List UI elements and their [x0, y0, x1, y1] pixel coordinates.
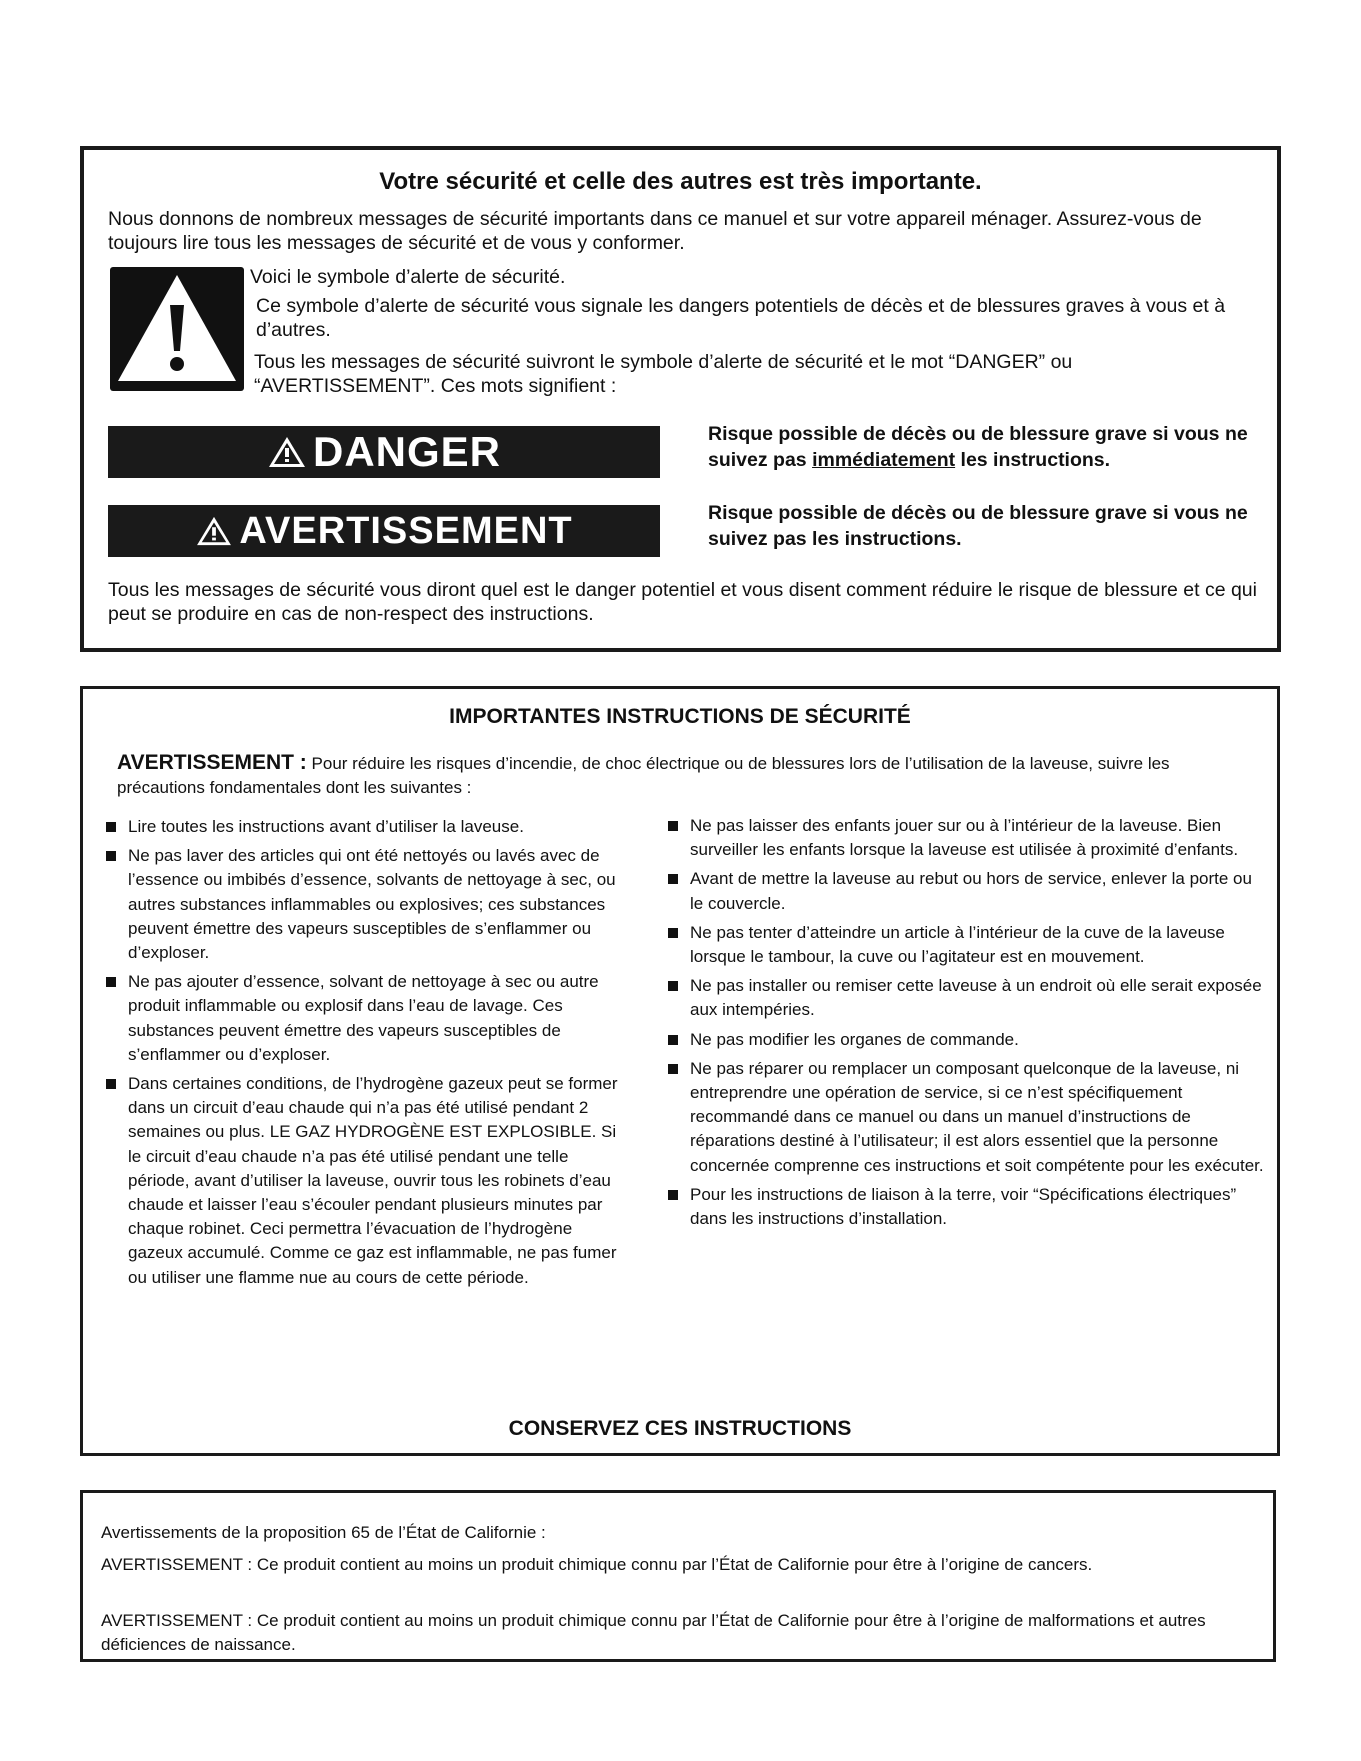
bullet-square-icon [668, 928, 678, 938]
danger-label: DANGER [312, 428, 501, 475]
instructions-list-left [105, 815, 625, 1295]
symbol-description-2: Ce symbole d’alerte de sécurité vous signale les dangers potentiels de décès et de blessures graves à vous et à d’autres. [256, 295, 1226, 341]
list-item [667, 974, 1267, 1022]
list-item-text: Ne pas laver des articles qui ont été nettoyés ou lavés avec de l’essence ou imbibés d’essence, solvants de nettoyage à sec, ou autres substances inflammables ou explosives; ces substances peuvent émettre des vapeurs susceptibles de s’enflammer ou d’exploser. [128, 846, 616, 963]
safety-intro: Nous donnons de nombreux messages de sécurité importants dans ce manuel et sur votre appareil ménager. Assurez-vous de toujours lire tous les messages de sécurité et de vous y conformer. [108, 208, 1202, 254]
bullet-square-icon [668, 1064, 678, 1074]
list-item-text: Pour les instructions de liaison à la terre, voir “Spécifications électriques” dans les instructions d’installation. [690, 1184, 1237, 1229]
prop65-box [80, 1490, 1276, 1662]
list-item [105, 1072, 625, 1290]
bullet-square-icon [106, 851, 116, 861]
list-item [667, 867, 1267, 915]
safety-footer: Tous les messages de sécurité vous diront quel est le danger potentiel et vous disent comment réduire le risque de blessure et ce qui peut se produire en cas de non-respect des instructions. [108, 579, 1257, 625]
bullet-square-icon [668, 1190, 678, 1200]
list-item [667, 814, 1267, 862]
list-item-text: Ne pas tenter d’atteindre un article à l’intérieur de la cuve de la laveuse lorsque le tambour, la cuve ou l’agitateur est en mouvement. [690, 922, 1225, 967]
safety-title: Votre sécurité et celle des autres est très importante. [379, 168, 982, 195]
list-item [667, 1028, 1267, 1052]
danger-banner [108, 426, 660, 478]
bullet-square-icon [106, 822, 116, 832]
bullet-square-icon [668, 874, 678, 884]
bullet-square-icon [106, 1079, 116, 1089]
list-item-text: Dans certaines conditions, de l’hydrogène gazeux peut se former dans un circuit d’eau chaude qui n’a pas été utilisé pendant 2 semaines ou plus. LE GAZ HYDROGÈNE EST EXPLOSIBLE. Si le circuit d’eau chaude n’a pas été utilisé pendant une telle période, avant d’utiliser la laveuse, ouvrir tous les robinets d’eau chaude et laisser l’eau s’écouler pendant plusieurs minutes par chaque robinet. Ceci permettra l’évacuation de l’hydrogène gazeux accumulé. Comme ce gaz est inflammable, ne pas fumer ou utiliser une flamme nue au cours de cette période. [128, 1074, 618, 1287]
list-item-text: Ne pas laisser des enfants jouer sur ou à l’intérieur de la laveuse. Bien surveiller les enfants lorsque la laveuse est utilisée à proximité d’enfants. [690, 816, 1239, 860]
list-item [667, 1057, 1267, 1178]
danger-definition [708, 421, 1268, 473]
list-item [667, 921, 1267, 969]
instructions-list-right [667, 814, 1267, 1236]
safety-info-box [80, 146, 1281, 652]
danger-def-emphasis: immédiatement [812, 449, 956, 471]
list-item [105, 815, 625, 839]
list-item [105, 970, 625, 1067]
instructions-box [80, 686, 1280, 1456]
list-item-text: Avant de mettre la laveuse au rebut ou hors de service, enlever la porte ou le couvercle. [690, 869, 1252, 913]
list-item-text: Ne pas modifier les organes de commande. [690, 1029, 1019, 1049]
symbol-description-3: Tous les messages de sécurité suivront le symbole d’alerte de sécurité et le mot “DANGER” ou “AVERTISSEMENT”. Ces mots signifient : [254, 351, 1073, 397]
danger-def-text-end: les instructions. [955, 449, 1111, 471]
alert-triangle-icon [195, 515, 233, 547]
warning-label: AVERTISSEMENT [239, 509, 573, 552]
warning-banner [108, 505, 660, 557]
bullet-square-icon [668, 981, 678, 991]
warning-triangle-icon [110, 267, 244, 391]
prop65-warning-birth-defects: AVERTISSEMENT : Ce produit contient au moins un produit chimique connu par l’État de Californie pour être à l’origine de malformations et autres déficiences de naissance. [101, 1611, 1206, 1654]
bullet-square-icon [668, 821, 678, 831]
bullet-square-icon [668, 1035, 678, 1045]
instructions-title: IMPORTANTES INSTRUCTIONS DE SÉCURITÉ [449, 705, 911, 728]
danger-def-text: Risque possible de décès ou de blessure grave si vous ne suivez pas [708, 423, 1248, 471]
keep-instructions-heading: CONSERVEZ CES INSTRUCTIONS [508, 1417, 852, 1440]
prop65-warning-cancer: AVERTISSEMENT : Ce produit contient au moins un produit chimique connu par l’État de Californie pour être à l’origine de cancers. [101, 1555, 1093, 1574]
list-item [667, 1183, 1267, 1231]
list-item-text: Ne pas installer ou remiser cette laveuse à un endroit où elle serait exposée aux intempéries. [690, 976, 1262, 1020]
instructions-intro-text: Pour réduire les risques d’incendie, de choc électrique ou de blessures lors de l’utilisation de la laveuse, suivre les précautions fondamentales dont les suivantes : [117, 754, 1170, 797]
instructions-intro [117, 751, 1247, 800]
prop65-heading: Avertissements de la proposition 65 de l’État de Californie : [101, 1523, 546, 1542]
instructions-intro-lead: AVERTISSEMENT : [117, 751, 307, 774]
list-item-text: Lire toutes les instructions avant d’utiliser la laveuse. [128, 817, 524, 836]
list-item-text: Ne pas réparer ou remplacer un composant quelconque de la laveuse, ni entreprendre une opération de service, si ce n’est spécifiquement recommandé dans ce manuel ou dans un manuel d’instructions de réparations destiné à l’utilisateur; il est alors essentiel que la personne concernée comprenne ces instructions et soit compétente pour les exécuter. [690, 1058, 1264, 1175]
symbol-description-1: Voici le symbole d’alerte de sécurité. [250, 266, 566, 288]
warning-definition: Risque possible de décès ou de blessure grave si vous ne suivez pas les instructions. [708, 502, 1248, 550]
list-item-text: Ne pas ajouter d’essence, solvant de nettoyage à sec ou autre produit inflammable ou explosif dans l’eau de lavage. Ces substances peuvent émettre des vapeurs susceptibles de s’enflammer ou d’exploser. [128, 972, 599, 1064]
list-item [105, 844, 625, 965]
alert-triangle-icon [267, 435, 307, 469]
bullet-square-icon [106, 977, 116, 987]
